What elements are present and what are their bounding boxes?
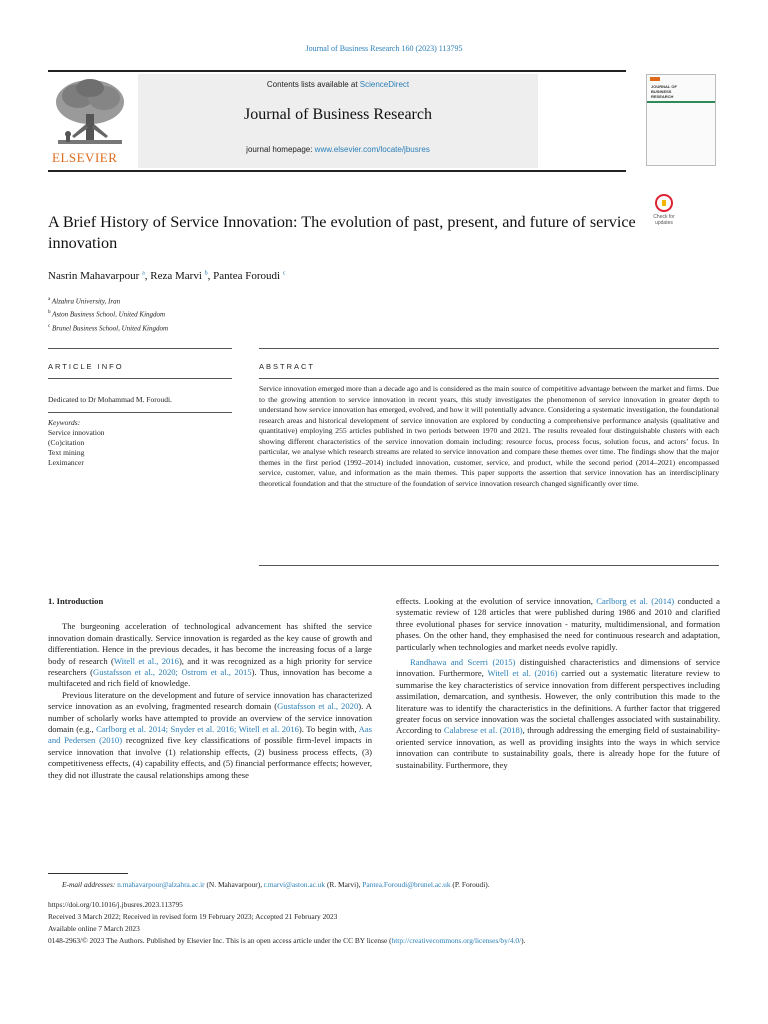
affiliation-mark: a: [48, 297, 51, 302]
check-updates-label: Check for updates: [653, 214, 675, 226]
abstract-heading: ABSTRACT: [259, 362, 316, 371]
email-link[interactable]: r.marvi@aston.ac.uk: [263, 880, 326, 889]
check-updates-icon: [655, 194, 673, 212]
citation-link[interactable]: Aas and Pedersen (2010): [48, 724, 372, 746]
affiliation-mark: b: [48, 310, 51, 316]
affiliation-item: [48, 294, 168, 307]
email-owner: (N. Mahavarpour),: [204, 880, 264, 889]
publisher-name: ELSEVIER: [52, 150, 118, 165]
article-info-heading: ARTICLE INFO: [48, 362, 124, 371]
keyword-item: Leximancer: [48, 458, 84, 467]
article-info-top-rule: [48, 348, 232, 349]
paragraph: [48, 690, 372, 781]
elsevier-tree-icon: [48, 74, 132, 150]
license-text: 0148-2963/© 2023 The Authors. Published by Elsevier Inc. This is an open access article under the CC BY license (: [48, 936, 392, 945]
keywords-block: [48, 418, 232, 468]
cover-band: [647, 101, 715, 103]
text-run: , through addressing the emerging field of sustainability-oriented service innovation, as well as providing insights into the ways in which service innovation can contribute to sustainability goals, there is already hope for the future of sustainability. Furthermore, they: [396, 725, 720, 770]
keywords-rule: [48, 412, 232, 413]
article-title: A Brief History of Service Innovation: The evolution of past, present, and future of service innovation: [48, 213, 636, 252]
banner-center: [138, 74, 538, 168]
text-run: effects. Looking at the evolution of service innovation,: [396, 596, 597, 606]
email-label: E-mail addresses:: [62, 880, 118, 889]
author-name[interactable]: Nasrin Mahavarpour: [48, 270, 140, 282]
article-info-rule: [48, 378, 232, 379]
doi-link[interactable]: https://doi.org/10.1016/j.jbusres.2023.113795: [48, 900, 183, 909]
abstract-top-rule: [259, 348, 719, 349]
abstract-rule: [259, 378, 719, 379]
affiliation-text: Alzahra University, Iran: [51, 297, 121, 306]
author-affil-mark[interactable]: a: [142, 270, 145, 277]
body-right-column: [396, 596, 720, 771]
email-link[interactable]: n.mahavarpour@alzahra.ac.ir: [117, 880, 205, 889]
dedication: Dedicated to Dr Mohammad M. Foroudi.: [48, 395, 172, 404]
license-line: [48, 936, 728, 946]
body-left-column: [48, 596, 372, 781]
journal-homepage: [138, 145, 538, 154]
text-run: ). Thus, innovation has become a multifaceted and rich field of knowledge.: [48, 667, 372, 689]
abstract-bottom-rule: [259, 565, 719, 566]
affiliations: [48, 294, 168, 334]
header-bottom-rule: [48, 170, 626, 172]
affiliation-item: [48, 307, 168, 320]
citation-link[interactable]: Carlborg et al. (2014): [596, 596, 675, 606]
journal-banner: [48, 74, 626, 168]
online-date: Available online 7 March 2023: [48, 924, 140, 933]
citation-link[interactable]: Witell et al. (2016): [487, 668, 558, 679]
paragraph: [396, 657, 720, 771]
paragraph: [48, 621, 372, 689]
author-name[interactable]: Reza Marvi: [150, 270, 202, 282]
author-affil-mark[interactable]: b: [204, 270, 208, 277]
paragraph: [396, 596, 720, 653]
affiliation-mark: c: [48, 323, 51, 329]
license-link[interactable]: http://creativecommons.org/licenses/by/4.0/: [391, 936, 522, 945]
affiliation-text: Aston Business School, United Kingdom: [52, 310, 166, 319]
citation-link[interactable]: Carlborg et al. 2014; Snyder et al. 2016; Witell et al. 2016: [96, 724, 299, 735]
header-top-rule: [48, 70, 626, 72]
cover-title: JOURNAL OF BUSINESS RESEARCH: [651, 84, 677, 99]
check-for-updates-badge[interactable]: [648, 194, 680, 230]
citation-link[interactable]: Randhawa and Scerri (2015): [410, 657, 516, 668]
sciencedirect-link[interactable]: ScienceDirect: [359, 80, 410, 89]
citation-link[interactable]: Calabrese et al. (2018): [443, 725, 523, 736]
text-run: The burgeoning acceleration of technological advancement has shifted the service innovation domain drastically. Service innovation is regarded as the key cause of growth and differentiation. Hence in the previous decades, it has become the increasing focus of a large body of research (: [48, 621, 372, 666]
journal-name: Journal of Business Research: [244, 106, 432, 123]
elsevier-logo[interactable]: [48, 74, 132, 168]
journal-reference[interactable]: Journal of Business Research 160 (2023) 113795: [305, 44, 463, 53]
email-owner: (P. Foroudi).: [450, 880, 490, 889]
text-run: Previous literature on the development and future of service innovation has characterized service innovation as an evolving, fragmented research domain (: [48, 689, 372, 712]
keywords-label: Keywords:: [48, 418, 81, 427]
citation-link[interactable]: Gustafsson et al., 2020: [277, 701, 359, 712]
contents-label: Contents lists available at: [266, 80, 360, 89]
citation-link[interactable]: Gustafsson et al., 2020; Ostrom et al., 2015: [93, 667, 252, 678]
journal-cover-thumbnail[interactable]: [646, 74, 716, 166]
cover-logo-strip: [650, 77, 660, 81]
section-title: 1. Introduction: [48, 596, 104, 606]
text-run: ). To begin with,: [298, 724, 359, 735]
author-list: Nasrin Mahavarpour $^a$, Reza Marvi $^b$, Pantea Foroudi $^c$: [48, 270, 286, 282]
contents-availability: [138, 80, 538, 89]
text-run: conducted a systematic review of 128 articles that were published during 1986 and 2010 and clarified three evolutional phases for service innovation - maturity, multidimensional, and formation phases. On the other hand, they emphasised the need for continuous research and adaptation, particularly when technologies and market needs evolve rapidly.: [396, 596, 720, 652]
footnote-rule: [48, 873, 128, 874]
homepage-label: journal homepage:: [246, 145, 315, 154]
keyword-item: (Co)citation: [48, 438, 85, 447]
license-text: ).: [521, 936, 526, 945]
keyword-item: Text mining: [48, 448, 85, 457]
email-owner: (R. Marvi),: [325, 880, 363, 889]
email-link[interactable]: Pantea.Foroudi@brunel.ac.uk: [362, 880, 451, 889]
text-run: carried out a systematic literature review to summarise the key characteristics of service innovation from different perspectives including assimilation, demarcation, and synthesis. However, the only contribution this made to the literature was to identify the characteristics in the definitions. A further factor that triggered greater focus on service innovation was the societal challenges associated with sustainability. According to: [396, 668, 720, 736]
author-affil-mark[interactable]: c: [282, 270, 286, 277]
text-run: ), and it was recognized as a high priority for service researchers (: [48, 655, 373, 678]
received-dates: Received 3 March 2022; Received in revised form 19 February 2023; Accepted 21 February 2023: [48, 912, 338, 921]
text-run: recognized five key classifications of possible firm-level impacts in service innovation that involve (1) relationship effects, (2) business process effects, (3) competitiveness effects, (4) capability effects, and (5) financial performance effects; however, they did not illustrate the causal relationships among these: [48, 735, 372, 780]
affiliation-item: [48, 321, 168, 334]
keyword-item: Service innovation: [48, 428, 105, 437]
citation-link[interactable]: Witell et al., 2016: [113, 655, 179, 666]
homepage-link[interactable]: www.elsevier.com/locate/jbusres: [314, 145, 430, 154]
affiliation-text: Brunel Business School, United Kingdom: [51, 323, 169, 332]
email-footnote: [48, 880, 742, 890]
text-run: ). A number of scholarly works have attempted to provide an overview of the service innovation domain (e.g.,: [48, 701, 373, 735]
text-run: distinguished characteristics and dimensions of service innovation. Furthermore,: [396, 657, 721, 679]
author-name[interactable]: Pantea Foroudi: [213, 270, 281, 282]
abstract-text: Service innovation emerged more than a decade ago and is considered as the main source of competitive advantage between the market and firms. Due to the growing attention to service innovation in recent years, this study investigates the phenomenon of service innovation in greater depth to understand how service innovation has emerged, evolved, and how it will potentially advance. Considering a systematic investigation, the foundational research areas and historical development of service innovation are explored by conducting a comprehensive performance analysis (qualitative and quantitative) employing 255 articles published in two periods between 1970 and 2021. The results revealed four distinguishable clusters with each showing different characteristics of the service innovation domain including: resource focus, process focus, solution focus, and actors’ focus. In particular, we analyse which research streams are related to service innovation and compare these themes over time. The findings show that the major themes in the first period (1992–2014) included innovation, customer, service, and product, while the second period (2014–2021) encompassed service, customer, value, and information as the main themes. This paper supports the assertion that service innovation has an interdisciplinary theoretical foundation and that the structure of the foundation of service innovation research changed significantly over time.: [259, 384, 719, 488]
